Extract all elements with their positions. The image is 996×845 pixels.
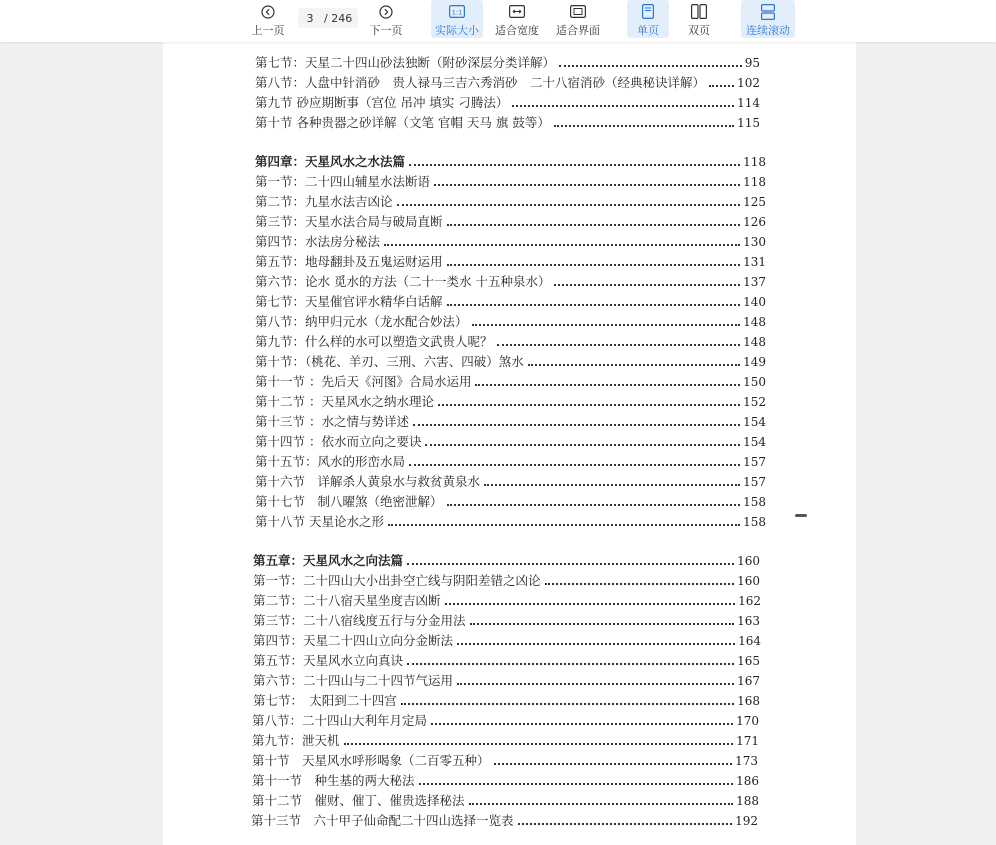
toc-title: 第一节：二十四山大小出卦空亡线与阴阳差错之凶论: [253, 573, 541, 588]
double-page-icon: [691, 2, 707, 21]
toc-title: 第十一节 种生基的两大秘法: [252, 773, 415, 788]
fit-page-button[interactable]: [553, 0, 603, 38]
toc-leader-dots: [409, 164, 740, 166]
toc-leader-dots: [518, 823, 733, 825]
document-page: [163, 42, 856, 845]
toc-page-number: 125: [743, 195, 766, 209]
toc-row: [255, 94, 760, 112]
toc-leader-dots: [434, 184, 740, 186]
toc-page-number: 160: [737, 554, 760, 568]
actual-size-label: 实际大小: [435, 24, 479, 37]
toc-leader-dots: [384, 244, 740, 246]
toc-page-number: 140: [743, 295, 766, 309]
fit-width-button[interactable]: [492, 0, 542, 38]
toc-page-number: 173: [735, 754, 758, 768]
toc-leader-dots: [457, 683, 734, 685]
toc-page-number: 168: [737, 694, 760, 708]
toc-title: 第十七节 制八曜煞（绝密泄解）: [255, 494, 443, 509]
toc-row: [255, 114, 760, 132]
toc-title: 第十六节 详解杀人黄泉水与救贫黄泉水: [255, 474, 481, 489]
fit-width-label: 适合宽度: [495, 24, 539, 37]
toc-row: [253, 572, 760, 590]
current-page-input[interactable]: 3: [306, 11, 314, 25]
toc-page-number: 148: [743, 335, 766, 349]
toc-row: [255, 273, 766, 291]
toc-title: 第五节：天星风水立向真诀: [253, 653, 404, 668]
toc-leader-dots: [401, 703, 734, 705]
next-page-label: 下一页: [369, 24, 403, 37]
fit-page-icon: [570, 2, 586, 21]
toc-leader-dots: [407, 663, 734, 665]
toc-page-number: 158: [743, 495, 766, 509]
toc-title: 第十五节：风水的形峦水局: [255, 454, 406, 469]
toc-page-number: 192: [735, 814, 758, 828]
toc-page-number: 163: [737, 614, 760, 628]
total-pages: / 246: [324, 11, 353, 25]
toc-leader-dots: [447, 304, 741, 306]
toc-page-number: 154: [743, 415, 766, 429]
chevron-left-circle-icon: [261, 2, 275, 21]
toc-leader-dots: [472, 324, 741, 326]
fit-page-label: 适合界面: [556, 24, 600, 37]
toc-title: 第六节：论水 觅水的方法（二十一类水 十五种泉水）: [255, 274, 551, 289]
toc-row: [253, 672, 760, 690]
toc-title: 第十节：（桃花、羊刃、三刑、六害、四破）煞水: [255, 354, 524, 369]
toc-chapter-row: [255, 153, 766, 171]
continuous-scroll-button[interactable]: [741, 0, 795, 38]
toc-row: [255, 173, 766, 191]
toc-leader-dots: [475, 384, 740, 386]
toc-page-number: 164: [738, 634, 761, 648]
toc-page-number: 115: [737, 116, 760, 130]
toc-page-number: 186: [736, 774, 759, 788]
toc-title: 第十三节 ：水之情与势详述: [255, 414, 409, 429]
toc-page-number: 137: [743, 275, 766, 289]
toc-leader-dots: [709, 85, 734, 87]
toc-page-number: 158: [743, 515, 766, 529]
toc-page-number: 165: [737, 654, 760, 668]
double-page-button[interactable]: [678, 0, 720, 38]
toc-title: 第二节：二十八宿天星坐度吉凶断: [253, 593, 441, 608]
toc-title: 第五节：地母翻卦及五鬼运财运用: [255, 254, 443, 269]
toc-leader-dots: [344, 743, 734, 745]
toc-page-number: 162: [738, 594, 761, 608]
toc-page-number: 157: [743, 455, 766, 469]
next-page-button[interactable]: [366, 0, 406, 38]
chevron-right-circle-icon: [379, 2, 393, 21]
toc-row: [255, 433, 766, 451]
toc-row: [253, 652, 760, 670]
toc-leader-dots: [497, 344, 741, 346]
toc-page-number: 152: [743, 395, 766, 409]
actual-size-icon: [449, 2, 465, 21]
toc-leader-dots: [409, 464, 740, 466]
toc-title: 第十二节 ：天星风水之纳水理论: [255, 394, 434, 409]
scan-smudge: [795, 514, 807, 517]
toc-page-number: 118: [743, 155, 766, 169]
toc-title: 第十三节 六十甲子仙命配二十四山选择一览表: [251, 813, 514, 828]
toc-page-number: 160: [737, 574, 760, 588]
toc-row: [252, 752, 758, 770]
toc-page-number: 154: [743, 435, 766, 449]
toc-row: [255, 493, 766, 511]
single-page-label: 单页: [637, 24, 659, 37]
page-indicator: [298, 8, 358, 28]
toc-title: 第十节 各种贵器之砂详解（文笔 官帽 天马 旗 鼓等）: [255, 115, 550, 130]
toc-row: [255, 193, 766, 211]
toc-page-number: 148: [743, 315, 766, 329]
toc-title: 第二节：九星水法吉凶论: [255, 194, 393, 209]
single-page-icon: [642, 2, 654, 21]
toc-title: 第七节： 太阳到二十四宫: [253, 693, 397, 708]
toc-page-number: 188: [736, 794, 759, 808]
toc-row: [253, 632, 761, 650]
toc-page-number: 118: [743, 175, 766, 189]
toc-title: 第八节：纳甲归元水（龙水配合妙法）: [255, 314, 468, 329]
single-page-button[interactable]: [627, 0, 669, 38]
toc-page-number: 167: [737, 674, 760, 688]
toc-row: [255, 54, 760, 72]
toc-leader-dots: [425, 444, 740, 446]
toc-page-number: 95: [744, 56, 760, 70]
toc-row: [255, 333, 766, 351]
toc-row: [255, 74, 760, 92]
toc-title: 第十四节 ：依水而立向之要诀: [255, 434, 422, 449]
toc-row: [255, 253, 766, 271]
toc-title: 第八节：二十四山大利年月定局: [252, 713, 428, 728]
toc-page-number: 114: [737, 96, 760, 110]
toc-leader-dots: [447, 224, 741, 226]
toc-title: 第十节 天星风水呼形喝象（二百零五种）: [252, 753, 490, 768]
toc-page-number: 150: [743, 375, 766, 389]
toc-leader-dots: [494, 763, 733, 765]
fit-width-icon: [509, 2, 525, 21]
toc-leader-dots: [447, 264, 741, 266]
toc-leader-dots: [528, 364, 740, 366]
svg-text:1:1: 1:1: [451, 8, 463, 17]
table-of-contents: [163, 42, 856, 845]
toc-title: 第十二节 催财、催丁、催贵选择秘法: [252, 793, 465, 808]
toc-row: [253, 692, 760, 710]
toc-page-number: 131: [743, 255, 766, 269]
toc-leader-dots: [397, 204, 741, 206]
toc-title: 第五章：天星风水之向法篇: [253, 553, 404, 568]
toc-leader-dots: [469, 803, 734, 805]
toc-leader-dots: [554, 125, 734, 127]
toc-title: 第四节：天星二十四山立向分金断法: [253, 633, 454, 648]
toc-row: [252, 792, 759, 810]
toc-page-number: 126: [743, 215, 766, 229]
double-page-label: 双页: [688, 24, 710, 37]
toc-title: 第九节：什么样的水可以塑造文武贵人呢？: [255, 334, 493, 349]
actual-size-button[interactable]: [431, 0, 483, 38]
toc-row: [255, 213, 766, 231]
toc-row: [255, 393, 766, 411]
toc-row: [255, 453, 766, 471]
toc-page-number: 157: [743, 475, 766, 489]
toc-page-number: 170: [736, 714, 759, 728]
toc-title: 第九节：泄天机: [252, 733, 340, 748]
toc-leader-dots: [438, 404, 740, 406]
toolbar: [0, 0, 996, 42]
toc-title: 第七节：天星催官评水精华白话解: [255, 294, 443, 309]
continuous-scroll-label: 连续滚动: [746, 24, 790, 37]
toc-leader-dots: [419, 783, 734, 785]
toc-leader-dots: [431, 723, 733, 725]
prev-page-label: 上一页: [251, 24, 285, 37]
toc-leader-dots: [445, 603, 736, 605]
toc-leader-dots: [457, 643, 735, 645]
toc-row: [251, 812, 758, 830]
prev-page-button[interactable]: [248, 0, 288, 38]
toc-leader-dots: [470, 623, 735, 625]
toc-title: 第七节：天星二十四山砂法独断（附砂深层分类详解）: [255, 55, 556, 70]
toc-title: 第四节：水法房分秘法: [255, 234, 381, 249]
toc-row: [252, 772, 759, 790]
toc-row: [255, 293, 766, 311]
toc-leader-dots: [559, 65, 742, 67]
toc-row: [252, 712, 759, 730]
toc-title: 第九节 砂应期断事（宫位 吊冲 填实 刁腾法）: [255, 95, 509, 110]
toc-page-number: 149: [743, 355, 766, 369]
toc-title: 第三节：二十八宿线度五行与分金用法: [253, 613, 466, 628]
toc-page-number: 102: [737, 76, 760, 90]
toc-title: 第一节：二十四山辅星水法断语: [255, 174, 431, 189]
toc-title: 第四章：天星风水之水法篇: [255, 154, 406, 169]
toc-page-number: 171: [736, 734, 759, 748]
toc-title: 第三节：天星水法合局与破局直断: [255, 214, 443, 229]
toc-row: [252, 732, 759, 750]
toc-row: [255, 233, 766, 251]
toc-row: [255, 413, 766, 431]
toc-leader-dots: [554, 284, 740, 286]
toc-leader-dots: [407, 563, 734, 565]
toc-row: [255, 373, 766, 391]
toc-leader-dots: [545, 583, 735, 585]
toc-leader-dots: [413, 424, 740, 426]
toc-leader-dots: [447, 504, 741, 506]
continuous-scroll-icon: [761, 2, 775, 21]
toc-row: [253, 612, 760, 630]
toc-row: [255, 313, 766, 331]
toc-leader-dots: [484, 484, 740, 486]
toc-row: [255, 473, 766, 491]
toc-leader-dots: [388, 524, 740, 526]
toc-chapter-row: [253, 552, 760, 570]
toc-row: [253, 592, 761, 610]
toc-title: 第十八节 天星论水之形: [255, 514, 384, 529]
toc-leader-dots: [512, 105, 734, 107]
toc-row: [255, 513, 766, 531]
toc-title: 第十一节 ：先后天《河图》合局水运用: [255, 374, 472, 389]
toc-page-number: 130: [743, 235, 766, 249]
toc-title: 第六节：二十四山与二十四节气运用: [253, 673, 454, 688]
toc-row: [255, 353, 766, 371]
toc-title: 第八节：人盘中针消砂 贵人禄马三吉六秀消砂 二十八宿消砂（经典秘诀详解）: [255, 75, 706, 90]
